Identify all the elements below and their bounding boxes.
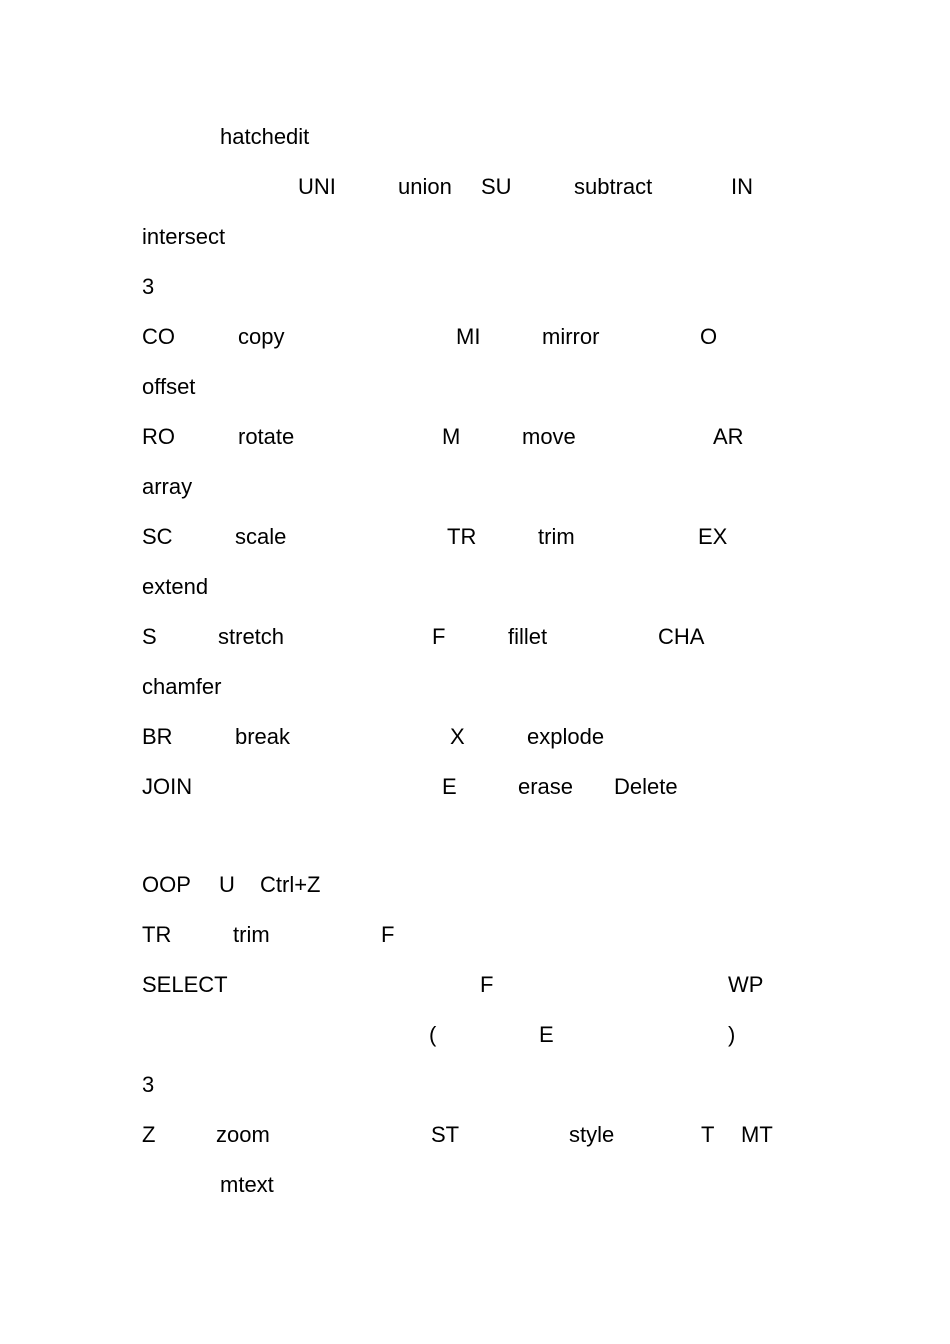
text-token: U	[219, 872, 235, 897]
text-token: array	[142, 474, 193, 499]
text-token: SC	[142, 524, 173, 549]
text-token: WP	[728, 972, 764, 997]
text-token: intersect	[142, 224, 226, 249]
text-token: TR	[142, 922, 172, 947]
text-token: trim	[538, 524, 575, 549]
text-token: stretch	[218, 624, 285, 649]
text-token: MT	[741, 1122, 773, 1147]
text-token: offset	[142, 374, 196, 399]
text-token: CO	[142, 324, 175, 349]
text-token: BR	[142, 724, 173, 749]
text-token: chamfer	[142, 674, 222, 699]
text-token: break	[235, 724, 291, 749]
text-token: subtract	[574, 174, 653, 199]
text-token: hatchedit	[220, 124, 310, 149]
text-token: 3	[142, 1072, 155, 1097]
text-token: trim	[233, 922, 270, 947]
text-token: UNI	[298, 174, 336, 199]
text-token: 3	[142, 274, 155, 299]
text-token: F	[432, 624, 446, 649]
text-token: extend	[142, 574, 209, 599]
text-token: S	[142, 624, 157, 649]
text-token: EX	[698, 524, 728, 549]
text-token: (	[429, 1022, 437, 1047]
text-token: E	[442, 774, 457, 799]
text-token: AR	[713, 424, 744, 449]
text-token: Z	[142, 1122, 156, 1147]
text-token: move	[522, 424, 576, 449]
text-token: JOIN	[142, 774, 193, 799]
text-token: X	[450, 724, 465, 749]
text-token: CHA	[658, 624, 705, 649]
text-token: explode	[527, 724, 605, 749]
text-token: mtext	[220, 1172, 274, 1197]
text-token: Delete	[614, 774, 678, 799]
text-token: fillet	[508, 624, 548, 649]
text-token: O	[700, 324, 718, 349]
text-token: TR	[447, 524, 477, 549]
text-token: zoom	[216, 1122, 270, 1147]
text-token: T	[701, 1122, 715, 1147]
text-token: erase	[518, 774, 574, 799]
text-token: mirror	[542, 324, 600, 349]
text-token: SELECT	[142, 972, 228, 997]
text-token: ST	[431, 1122, 460, 1147]
text-token: Ctrl+Z	[260, 872, 321, 897]
text-token: )	[728, 1022, 736, 1047]
text-token: SU	[481, 174, 512, 199]
text-token: MI	[456, 324, 481, 349]
text-token: E	[539, 1022, 554, 1047]
text-token: IN	[731, 174, 753, 199]
text-token: M	[442, 424, 461, 449]
text-token: copy	[238, 324, 285, 349]
text-token: OOP	[142, 872, 191, 897]
text-token: RO	[142, 424, 175, 449]
text-token: style	[569, 1122, 615, 1147]
text-token: union	[398, 174, 452, 199]
text-token: rotate	[238, 424, 295, 449]
text-token: F	[381, 922, 395, 947]
text-token: scale	[235, 524, 287, 549]
text-token: F	[480, 972, 494, 997]
